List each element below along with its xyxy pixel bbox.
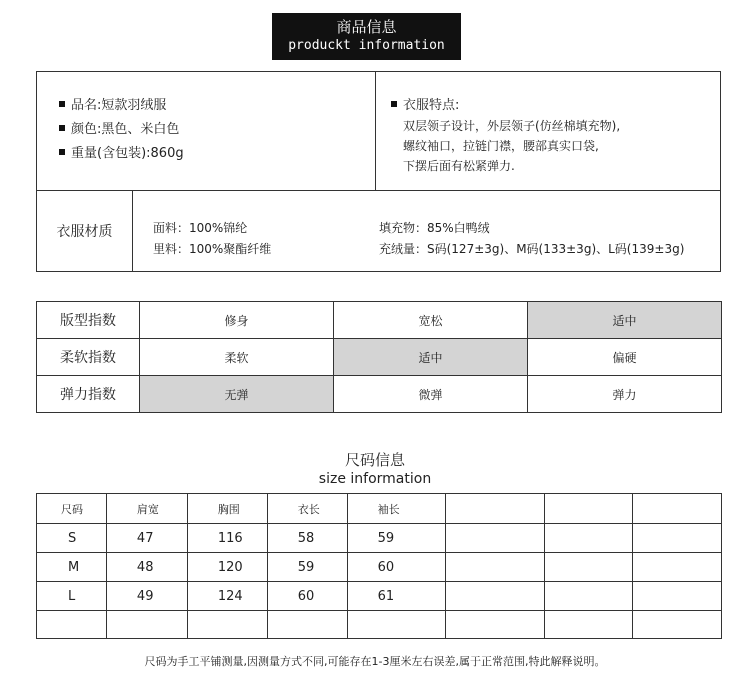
size-cell-empty bbox=[446, 524, 545, 553]
size-cell-empty bbox=[446, 582, 545, 611]
material-fill-amount: 充绒量：S码(127±3g)、M码(133±3g)、L码(139±3g) bbox=[379, 242, 685, 256]
index-option-selected: 无弹 bbox=[140, 376, 334, 413]
index-row-fit bbox=[37, 302, 722, 339]
size-cell: 60 bbox=[267, 582, 347, 611]
index-row-softness bbox=[37, 339, 722, 376]
index-option-selected: 适中 bbox=[528, 302, 722, 339]
size-cell: 116 bbox=[187, 524, 267, 553]
index-label: 版型指数 bbox=[37, 302, 140, 339]
material-label: 衣服材质 bbox=[56, 224, 113, 240]
product-name-row bbox=[59, 94, 184, 118]
size-cell-empty bbox=[545, 611, 633, 639]
size-cell-empty bbox=[267, 611, 347, 639]
square-bullet-icon bbox=[59, 149, 65, 155]
size-cell: M bbox=[37, 553, 107, 582]
material-filling-info bbox=[379, 218, 684, 260]
material-box bbox=[36, 190, 721, 272]
product-color: 颜色:黑色、米白色 bbox=[71, 122, 180, 137]
size-cell-empty bbox=[633, 494, 722, 524]
feature-line: 螺纹袖口，拉链门襟，腰部真实口袋, bbox=[403, 139, 599, 153]
size-title-zh: 尺码信息 bbox=[344, 451, 405, 469]
feature-line: 双层领子设计，外层领子(仿丝棉填充物), bbox=[403, 119, 621, 133]
index-row-elasticity bbox=[37, 376, 722, 413]
size-cell-empty bbox=[633, 582, 722, 611]
index-option: 修身 bbox=[140, 302, 334, 339]
size-cell-empty bbox=[106, 611, 187, 639]
material-lining: 里料：100%聚酯纤维 bbox=[153, 242, 272, 256]
size-cell-empty bbox=[347, 611, 446, 639]
measurement-note: 尺码为手工平铺测量,因测量方式不同,可能存在1-3厘米左右误差,属于正常范围,特此解释说明。 bbox=[144, 655, 606, 668]
square-bullet-icon bbox=[59, 125, 65, 131]
size-header: 胸围 bbox=[187, 494, 267, 524]
title-en: produckt information bbox=[288, 38, 445, 53]
size-cell: 124 bbox=[187, 582, 267, 611]
divider bbox=[375, 72, 376, 190]
square-bullet-icon bbox=[59, 101, 65, 107]
size-cell: 47 bbox=[106, 524, 187, 553]
product-info-box bbox=[36, 71, 721, 191]
size-header: 衣长 bbox=[267, 494, 347, 524]
index-option: 宽松 bbox=[334, 302, 528, 339]
size-cell-empty bbox=[545, 553, 633, 582]
size-header: 袖长 bbox=[347, 494, 446, 524]
product-color-row bbox=[59, 118, 184, 142]
product-basic-info bbox=[59, 94, 184, 166]
size-cell: 59 bbox=[347, 524, 446, 553]
size-cell: 61 bbox=[347, 582, 446, 611]
index-option: 弹力 bbox=[528, 376, 722, 413]
size-cell-empty bbox=[446, 553, 545, 582]
title-zh: 商品信息 bbox=[336, 18, 397, 36]
size-cell-empty bbox=[545, 524, 633, 553]
index-option-selected: 适中 bbox=[334, 339, 528, 376]
size-cell-empty bbox=[37, 611, 107, 639]
size-header: 肩宽 bbox=[106, 494, 187, 524]
product-weight-row bbox=[59, 142, 184, 166]
size-title-en: size information bbox=[318, 471, 432, 487]
size-cell-empty bbox=[633, 524, 722, 553]
size-cell-empty bbox=[545, 582, 633, 611]
square-bullet-icon bbox=[391, 101, 397, 107]
size-cell-empty bbox=[187, 611, 267, 639]
size-table-header bbox=[37, 494, 722, 524]
material-filling: 填充物：85%白鸭绒 bbox=[379, 221, 490, 235]
size-cell: 120 bbox=[187, 553, 267, 582]
index-label: 柔软指数 bbox=[37, 339, 140, 376]
product-name: 品名:短款羽绒服 bbox=[71, 98, 167, 113]
feature-line: 下摆后面有松紧弹力. bbox=[403, 159, 515, 173]
index-option: 微弹 bbox=[334, 376, 528, 413]
features-lines bbox=[403, 116, 620, 176]
size-cell-empty bbox=[633, 611, 722, 639]
features-title: 衣服特点: bbox=[403, 98, 460, 113]
size-row bbox=[37, 582, 722, 611]
index-option: 柔软 bbox=[140, 339, 334, 376]
size-row bbox=[37, 553, 722, 582]
index-label: 弹力指数 bbox=[37, 376, 140, 413]
size-cell: 58 bbox=[267, 524, 347, 553]
product-weight: 重量(含包装):860g bbox=[71, 146, 184, 161]
size-cell: 49 bbox=[106, 582, 187, 611]
size-cell-empty bbox=[446, 611, 545, 639]
size-table bbox=[36, 493, 722, 639]
index-option: 偏硬 bbox=[528, 339, 722, 376]
size-cell-empty bbox=[545, 494, 633, 524]
material-fabric-lining bbox=[153, 218, 271, 260]
size-cell-empty bbox=[633, 553, 722, 582]
material-fabric: 面料：100%锦纶 bbox=[153, 221, 248, 235]
size-cell: 48 bbox=[106, 553, 187, 582]
features-title-row bbox=[391, 94, 620, 118]
size-cell: L bbox=[37, 582, 107, 611]
product-features bbox=[391, 94, 620, 176]
size-cell: 59 bbox=[267, 553, 347, 582]
index-table bbox=[36, 301, 722, 413]
section-title-size-info bbox=[0, 450, 750, 488]
size-header: 尺码 bbox=[37, 494, 107, 524]
size-cell: S bbox=[37, 524, 107, 553]
section-title-product-info bbox=[272, 13, 461, 60]
size-row-empty bbox=[37, 611, 722, 639]
size-cell-empty bbox=[446, 494, 545, 524]
divider bbox=[132, 191, 133, 271]
size-cell: 60 bbox=[347, 553, 446, 582]
size-row bbox=[37, 524, 722, 553]
